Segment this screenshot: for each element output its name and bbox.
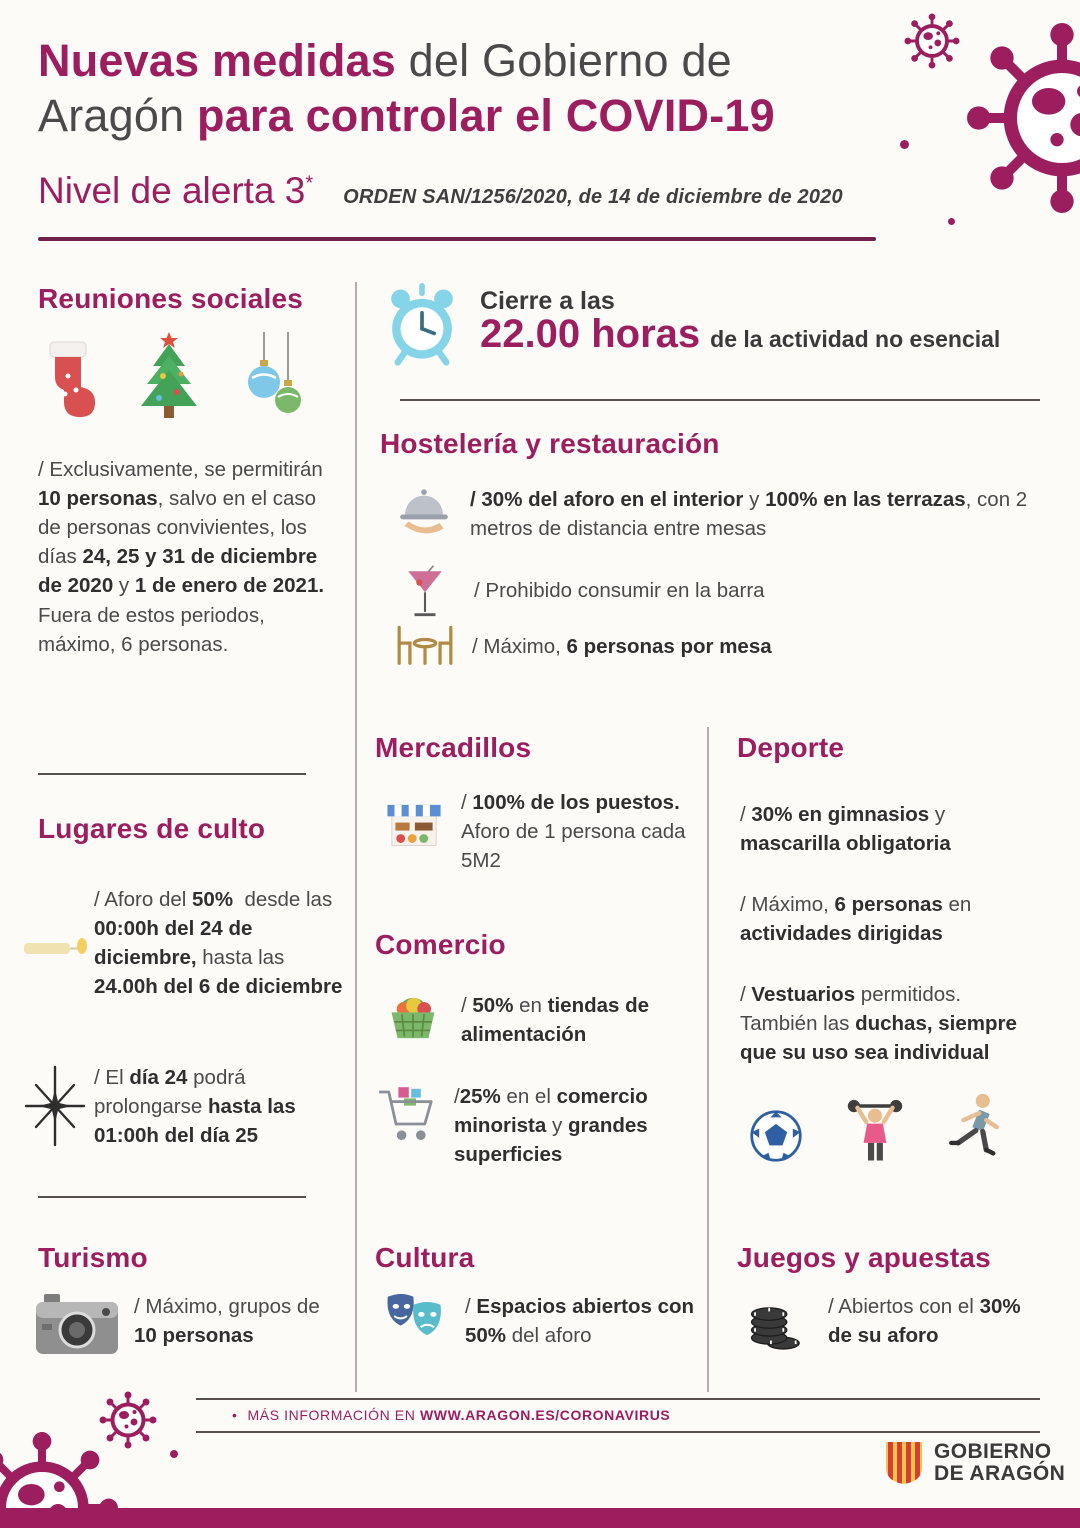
deporte-item-1: / 30% en gimnasios y mascarilla obligatoria <box>740 803 951 856</box>
footer-bullet: • <box>232 1407 238 1423</box>
cultura-item-1: / Espacios abiertos con 50% del aforo <box>383 1292 705 1350</box>
baubles-icon <box>238 332 308 426</box>
footer-info <box>232 1407 670 1423</box>
hosteleria-item-3: / Máximo, 6 personas por mesa <box>392 622 1044 670</box>
cart-icon <box>376 1082 440 1150</box>
logo-line-2: DE ARAGÓN <box>934 1462 1066 1485</box>
title-line-2 <box>38 89 878 144</box>
table-icon <box>392 622 458 670</box>
masks-icon <box>383 1292 447 1348</box>
title-line-1 <box>38 34 878 89</box>
deporte-item-2: / Máximo, 6 personas en actividades dirigidas <box>740 893 972 946</box>
stocking-icon <box>38 334 100 426</box>
mercadillos-item-1: / 100% de los puestos. Aforo de 1 persona cada 5M2 <box>383 788 703 875</box>
ball-icon <box>748 1108 804 1164</box>
cloche-icon <box>396 485 452 537</box>
order-reference: ORDEN SAN/1256/2020, de 14 de diciembre de 2020 <box>343 186 843 208</box>
section-title-reuniones: Reuniones sociales <box>38 283 304 314</box>
left-divider-2 <box>38 1196 306 1198</box>
culto-item-1: / Aforo del 50% desde las 00:00h del 24 de diciembre, hasta las 24.00h del 6 de diciembre <box>22 885 344 1005</box>
section-title-culto: Lugares de culto <box>38 813 266 844</box>
logo-text <box>934 1441 1065 1485</box>
alarm-clock-icon <box>380 282 464 368</box>
basket-icon <box>383 985 443 1045</box>
reuniones-body: / Exclusivamente, se permitirán 10 personas, salvo en el caso de personas convivientes, los días 24, 25 y 31 de diciembre de 2020 y 1 de enero de 2021. Fuera de estos periodos, máximo, 6 personas. <box>38 458 325 656</box>
vertical-divider-right <box>707 727 709 1392</box>
section-title-deporte: Deporte <box>737 732 845 763</box>
virus-icon-small <box>903 12 961 70</box>
section-title-mercadillos: Mercadillos <box>375 732 532 763</box>
cocktail-icon <box>404 562 446 624</box>
weights-icon <box>844 1092 906 1164</box>
virus-dot <box>900 140 909 149</box>
turismo-item-1: / Máximo, grupos de 10 personas <box>34 1292 340 1358</box>
header-rule <box>38 237 876 241</box>
christmas-icons-row <box>38 330 308 426</box>
comercio-item-2: /25% en el comercio minorista y grandes superficies <box>376 1082 706 1169</box>
section-title-juegos: Juegos y apuestas <box>737 1242 991 1273</box>
page-title <box>38 34 878 144</box>
juegos-item-1: / Abiertos con el 30% de su aforo <box>746 1292 1046 1352</box>
section-title-turismo: Turismo <box>38 1242 148 1273</box>
title-accent-2: para controlar el COVID-19 <box>197 89 775 141</box>
market-icon <box>383 796 445 858</box>
virus-dot <box>170 1450 178 1458</box>
flag-icon <box>884 1440 924 1486</box>
camera-icon <box>34 1292 120 1358</box>
footer-url: WWW.ARAGON.ES/CORONAVIRUS <box>419 1407 671 1423</box>
bottom-accent-bar <box>0 1508 1080 1528</box>
candle-icon <box>22 885 94 1005</box>
title-rest-1: del Gobierno de <box>395 35 732 86</box>
alert-asterisk: * <box>305 172 314 195</box>
title-rest-2: Aragón <box>38 89 198 141</box>
footer-info-text: MÁS INFORMACIÓN EN WWW.ARAGON.ES/CORONAVIRUS <box>247 1407 671 1423</box>
closure-time: 22.00 horas <box>480 312 701 356</box>
section-title-comercio: Comercio <box>375 929 506 960</box>
sport-icons-row <box>748 1092 1002 1164</box>
closure-suffix: de la actividad no esencial <box>710 326 1001 352</box>
hosteleria-item-2: / Prohibido consumir en la barra <box>404 562 1044 624</box>
closure-divider <box>400 399 1040 401</box>
tree-icon <box>132 330 206 426</box>
chips-icon <box>746 1292 810 1352</box>
gobierno-aragon-logo <box>884 1440 1065 1486</box>
title-accent-1: Nuevas medidas <box>38 35 396 86</box>
section-title-hosteleria: Hostelería y restauración <box>380 428 720 459</box>
alert-level-row <box>38 170 843 212</box>
culto-item-2: / El día 24 podrá prolongarse hasta las 01:00h del día 25 <box>22 1063 344 1150</box>
left-divider-1 <box>38 773 306 775</box>
deporte-item-3: / Vestuarios permitidos. También las duchas, siempre que su uso sea individual <box>740 983 1017 1065</box>
runner-icon <box>946 1092 1002 1164</box>
vertical-divider-left <box>355 282 357 1392</box>
logo-line-1: GOBIERNO <box>934 1439 1052 1463</box>
comercio-item-1: / 50% en tiendas de alimentación <box>383 985 703 1049</box>
footer-rule-top <box>196 1398 1040 1400</box>
hosteleria-item-1: / 30% del aforo en el interior y 100% en las terrazas, con 2 metros de distancia entre mesas <box>396 485 1044 543</box>
footer-rule-bottom <box>196 1431 1040 1433</box>
section-title-cultura: Cultura <box>375 1242 475 1273</box>
virus-dot <box>948 218 955 225</box>
closure-line1: Cierre a las <box>480 287 615 315</box>
closure-line2 <box>480 312 1000 357</box>
virus-icon <box>962 18 1080 218</box>
alert-level-label: Nivel de alerta 3* <box>38 170 314 211</box>
star-icon <box>22 1063 94 1149</box>
